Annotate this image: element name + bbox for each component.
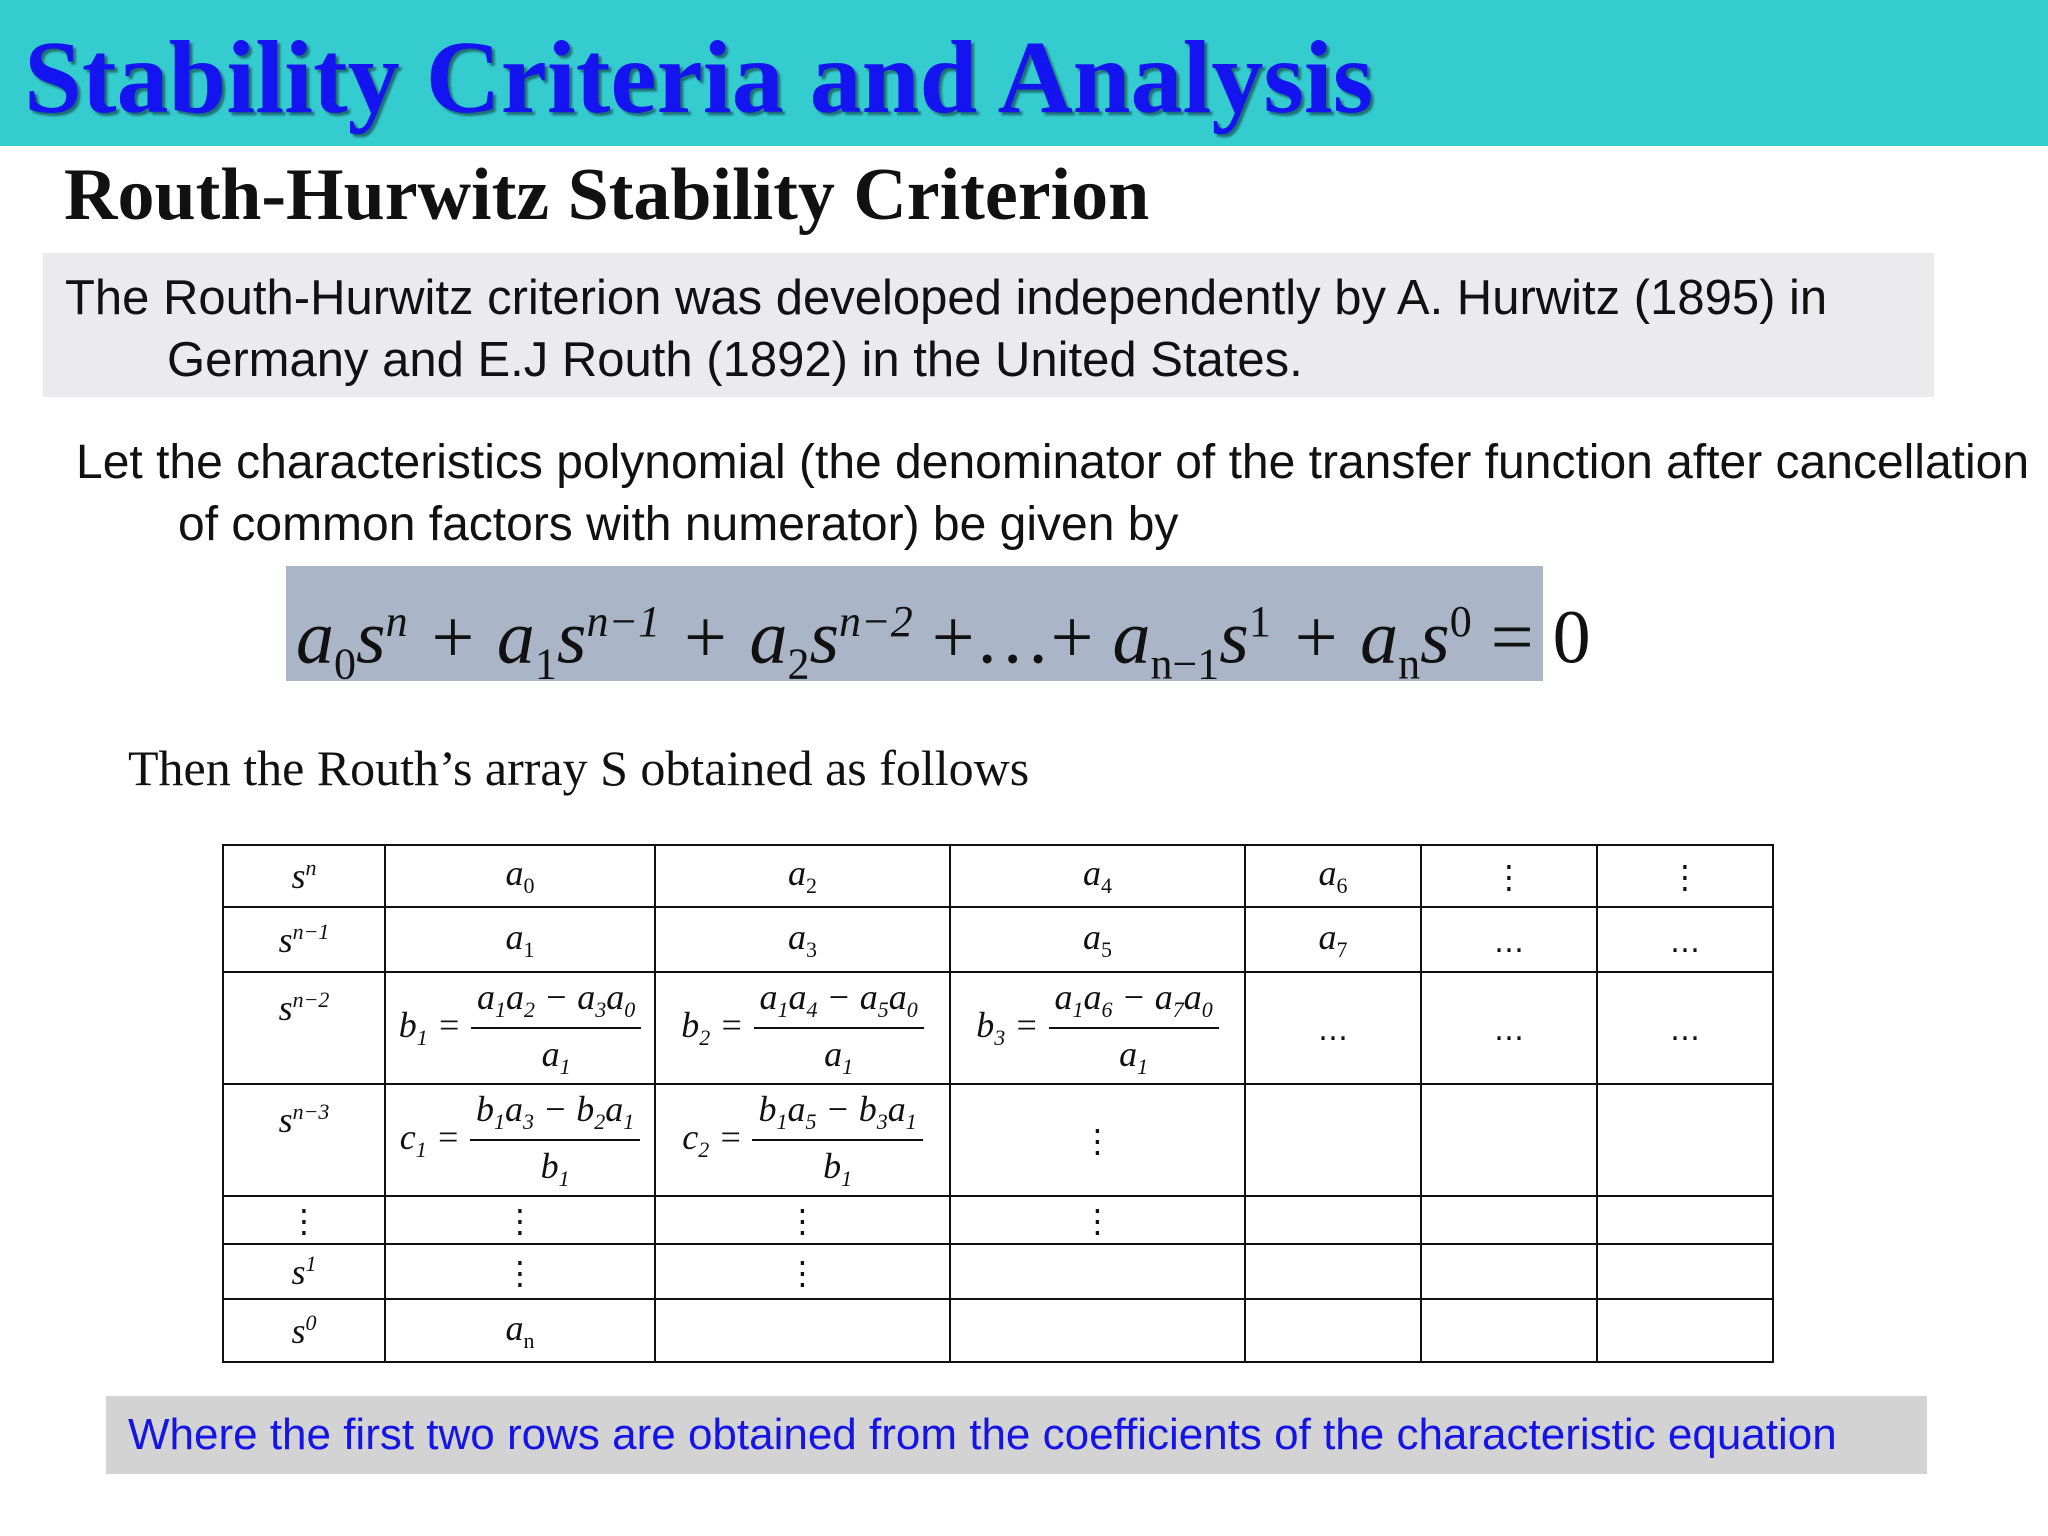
table-row [223,1196,1773,1244]
cell-empty [1421,1084,1597,1196]
cell-a0: $a_0$ [385,845,655,907]
cell-vdots: ⋮ [385,1196,655,1244]
cell-hdots: … [1245,972,1421,1084]
cell-vdots: ⋮ [223,1196,385,1244]
cell-a6: $a_6$ [1245,845,1421,907]
cell-a2: $a_2$ [655,845,950,907]
cell-b1: $b_1$ = $\frac{a_1a_2 - a_3a_0}{a_1}$ [385,972,655,1084]
footer-note: Where the first two rows are obtained from the coefficients of the characteristic equation [128,1410,1837,1459]
cell-empty [1421,1196,1597,1244]
cell-empty [1421,1244,1597,1299]
row-label-s0: $s^0$ [223,1299,385,1362]
cell-a5: $a_5$ [950,907,1245,972]
polynomial-equation: $a_0s^n + a_1s^{n-1} + a_2s^{n-2}$ +…+ $a_{n-1}s^1 + a_ns^0 = 0$ [296,595,1591,689]
table-row [223,1084,1773,1196]
cell-empty [950,1299,1245,1362]
cell-b2: $b_2$ = $\frac{a_1a_4 - a_5a_0}{a_1}$ [655,972,950,1084]
row-label-sn-3: $s^{n-3}$ [223,1084,385,1196]
cell-empty [1245,1196,1421,1244]
cell-hdots: … [1421,972,1597,1084]
polynomial-intro: Let the characteristics polynomial (the denominator of the transfer function after cancellation of common factors with numerator) be given by [76,436,2030,551]
row-label-sn-2: $s^{n-2}$ [223,972,385,1084]
cell-vdots: ⋮ [1597,845,1773,907]
intro-box [43,253,1934,397]
cell-empty [1597,1299,1773,1362]
cell-empty [1597,1196,1773,1244]
cell-empty [1245,1244,1421,1299]
cell-a3: $a_3$ [655,907,950,972]
cell-a1: $a_1$ [385,907,655,972]
cell-empty [1245,1084,1421,1196]
intro-text: The Routh-Hurwitz criterion was developed independently by A. Hurwitz (1895) in Germany and E.J Routh (1892) in the United States. [65,271,1828,387]
cell-vdots: ⋮ [1421,845,1597,907]
cell-c2: $c_2$ = $\frac{b_1a_5 - b_3a_1}{b_1}$ [655,1084,950,1196]
cell-empty [1597,1084,1773,1196]
cell-hdots: … [1421,907,1597,972]
cell-empty [1421,1299,1597,1362]
cell-c1: $c_1$ = $\frac{b_1a_3 - b_2a_1}{b_1}$ [385,1084,655,1196]
slide-title: Stability Criteria and Analysis [24,20,1374,135]
cell-a7: $a_7$ [1245,907,1421,972]
cell-vdots: ⋮ [950,1084,1245,1196]
table-row [223,907,1773,972]
table-row [223,972,1773,1084]
cell-empty [950,1244,1245,1299]
table-row [223,845,1773,907]
cell-b3: $b_3$ = $\frac{a_1a_6 - a_7a_0}{a_1}$ [950,972,1245,1084]
row-label-s1: $s^1$ [223,1244,385,1299]
routh-array-table [222,844,1774,1363]
cell-empty [1597,1244,1773,1299]
cell-vdots: ⋮ [385,1244,655,1299]
cell-hdots: … [1597,907,1773,972]
cell-vdots: ⋮ [950,1196,1245,1244]
cell-vdots: ⋮ [655,1196,950,1244]
cell-vdots: ⋮ [655,1244,950,1299]
row-label-sn: $s^n$ [223,845,385,907]
table-row [223,1299,1773,1362]
cell-empty [1245,1299,1421,1362]
routh-array-intro: Then the Routh’s array S obtained as follows [128,740,1030,796]
slide-subtitle: Routh-Hurwitz Stability Criterion [64,154,1150,236]
footer-note-box [106,1396,1927,1474]
cell-empty [655,1299,950,1362]
row-label-sn-1: $s^{n-1}$ [223,907,385,972]
cell-a4: $a_4$ [950,845,1245,907]
cell-an: $a_n$ [385,1299,655,1362]
cell-hdots: … [1597,972,1773,1084]
polynomial-equation-box [286,566,1591,689]
table-row [223,1244,1773,1299]
